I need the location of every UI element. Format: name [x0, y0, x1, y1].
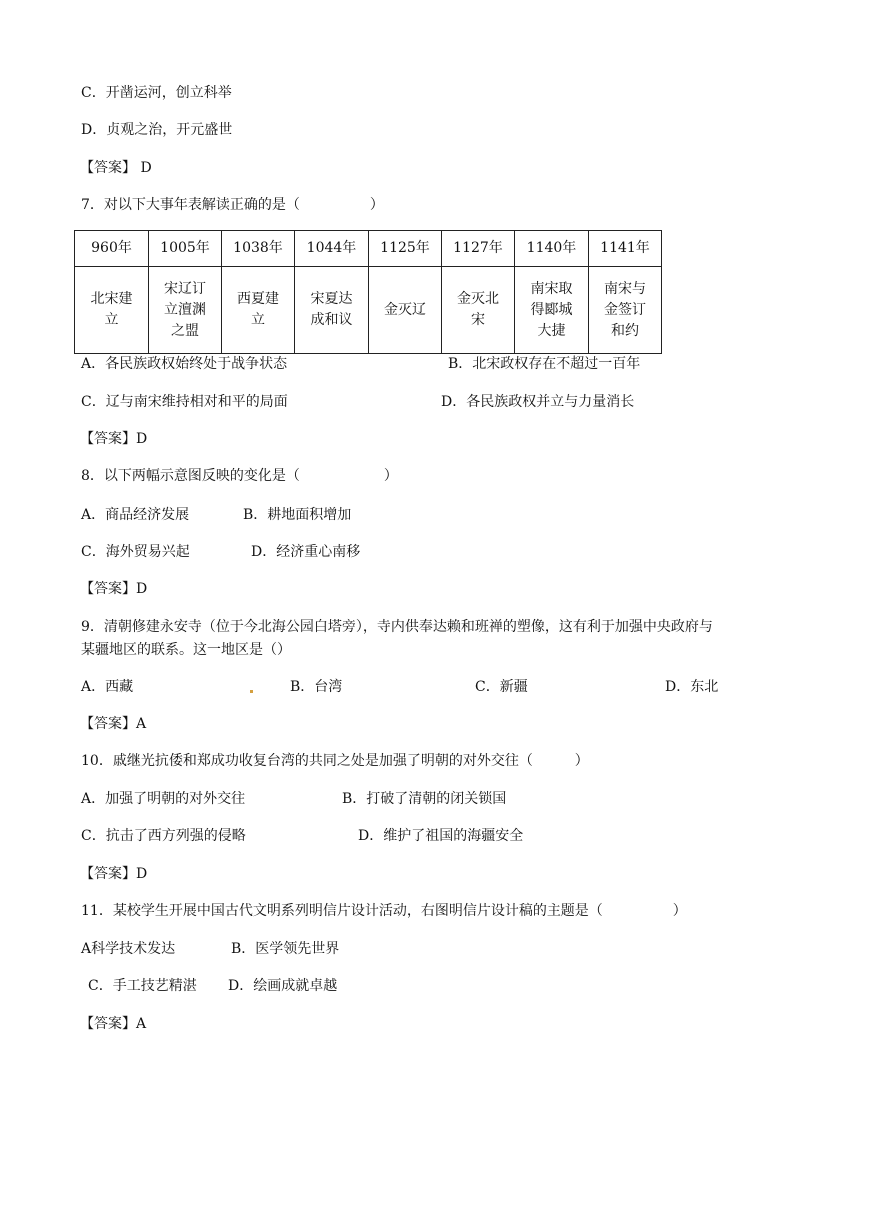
q9-stem-line2: 某疆地区的联系。这一地区是（）: [81, 642, 291, 658]
timeline-table: [74, 230, 662, 354]
event-line: 南宋取: [530, 280, 573, 297]
q9-option-c: C．新疆: [475, 679, 528, 695]
q11-option-a: A科学技术发达: [81, 941, 176, 957]
stray-mark: [250, 690, 253, 693]
timeline-event-cell: [222, 267, 295, 354]
timeline-year-cell: 1141年: [589, 231, 662, 267]
q8-answer: 【答案】D: [80, 581, 148, 597]
timeline-year-cell: 1044年: [295, 231, 369, 267]
q11-option-d: D．绘画成就卓越: [228, 978, 338, 994]
timeline-year-row: [75, 231, 662, 267]
q9-option-a: A．西藏: [81, 679, 134, 695]
q8-option-b: B．耕地面积增加: [243, 507, 352, 523]
timeline-year-cell: 1127年: [442, 231, 515, 267]
q8-option-c: C．海外贸易兴起: [81, 544, 190, 560]
q11-stem: 11．某校学生开展中国古代文明系列明信片设计活动，右图明信片设计稿的主题是（ ）: [81, 903, 687, 919]
q7-option-b: B．北宋政权存在不超过一百年: [448, 356, 641, 372]
timeline-event-cell: [369, 267, 442, 354]
q6-option-d: D．贞观之治，开元盛世: [81, 122, 233, 138]
q7-stem: 7．对以下大事年表解读正确的是（ ）: [81, 197, 384, 213]
event-line: 西夏建: [237, 291, 279, 307]
event-line: 金签订: [604, 301, 646, 318]
q8-option-d: D．经济重心南移: [251, 544, 361, 560]
timeline-year-cell: 1140年: [515, 231, 589, 267]
q8-option-a: A．商品经济发展: [81, 507, 190, 523]
timeline-event-row: [75, 267, 662, 354]
q7-option-d: D．各民族政权并立与力量消长: [441, 394, 635, 410]
q11-option-c: C．手工技艺精湛: [88, 978, 197, 994]
q6-answer: 【答案】 D: [80, 160, 152, 176]
event-line: 金灭北: [457, 291, 499, 307]
q7-option-a: A．各民族政权始终处于战争状态: [81, 356, 288, 372]
q10-answer: 【答案】D: [80, 866, 148, 882]
timeline-year-cell: 1005年: [149, 231, 222, 267]
q10-option-c: C．抗击了西方列强的侵略: [81, 828, 246, 844]
timeline-event-cell: [515, 267, 589, 354]
q7-answer: 【答案】D: [80, 431, 148, 447]
q9-option-d: D．东北: [665, 679, 719, 695]
q7-option-c: C．辽与南宋维持相对和平的局面: [81, 394, 288, 410]
event-line: 立: [104, 312, 119, 328]
event-line: 立澶渊: [164, 301, 206, 318]
event-line: 北宋建: [90, 291, 133, 307]
q6-option-c: C．开凿运河，创立科举: [81, 85, 232, 101]
q9-answer: 【答案】A: [80, 716, 147, 732]
timeline-year-cell: 960年: [75, 231, 149, 267]
q11-answer: 【答案】A: [80, 1016, 147, 1032]
q10-stem: 10．戚继光抗倭和郑成功收复台湾的共同之处是加强了明朝的对外交往（ ）: [81, 753, 589, 769]
timeline-year-cell: 1125年: [369, 231, 442, 267]
event-line: 金灭辽: [384, 301, 426, 318]
event-line: 宋辽订: [164, 280, 206, 297]
event-line: 大捷: [537, 322, 566, 339]
event-line: 宋夏达: [310, 291, 353, 307]
timeline-year-cell: 1038年: [222, 231, 295, 267]
q10-option-d: D．维护了祖国的海疆安全: [358, 828, 524, 844]
q9-stem-line1: 9．清朝修建永安寺（位于今北海公园白塔旁），寺内供奉达赖和班禅的塑像，这有利于加强中央政府与: [81, 619, 713, 635]
timeline-event-cell: [295, 267, 369, 354]
timeline-event-cell: [149, 267, 222, 354]
q9-option-b: B．台湾: [290, 679, 343, 695]
event-line: 南宋与: [604, 280, 646, 297]
event-line: 之盟: [171, 322, 199, 339]
timeline-event-cell: [75, 267, 149, 354]
timeline-event-cell: [589, 267, 662, 354]
event-line: 立: [251, 312, 265, 328]
event-line: 和约: [611, 322, 639, 339]
event-line: 宋: [471, 312, 485, 328]
event-line: 成和议: [310, 312, 353, 328]
q10-option-a: A．加强了明朝的对外交往: [81, 791, 246, 807]
q8-stem: 8．以下两幅示意图反映的变化是（ ）: [81, 468, 398, 484]
q11-option-b: B．医学领先世界: [231, 941, 340, 957]
event-line: 得郾城: [530, 301, 573, 318]
timeline-event-cell: [442, 267, 515, 354]
q10-option-b: B．打破了清朝的闭关锁国: [342, 791, 507, 807]
